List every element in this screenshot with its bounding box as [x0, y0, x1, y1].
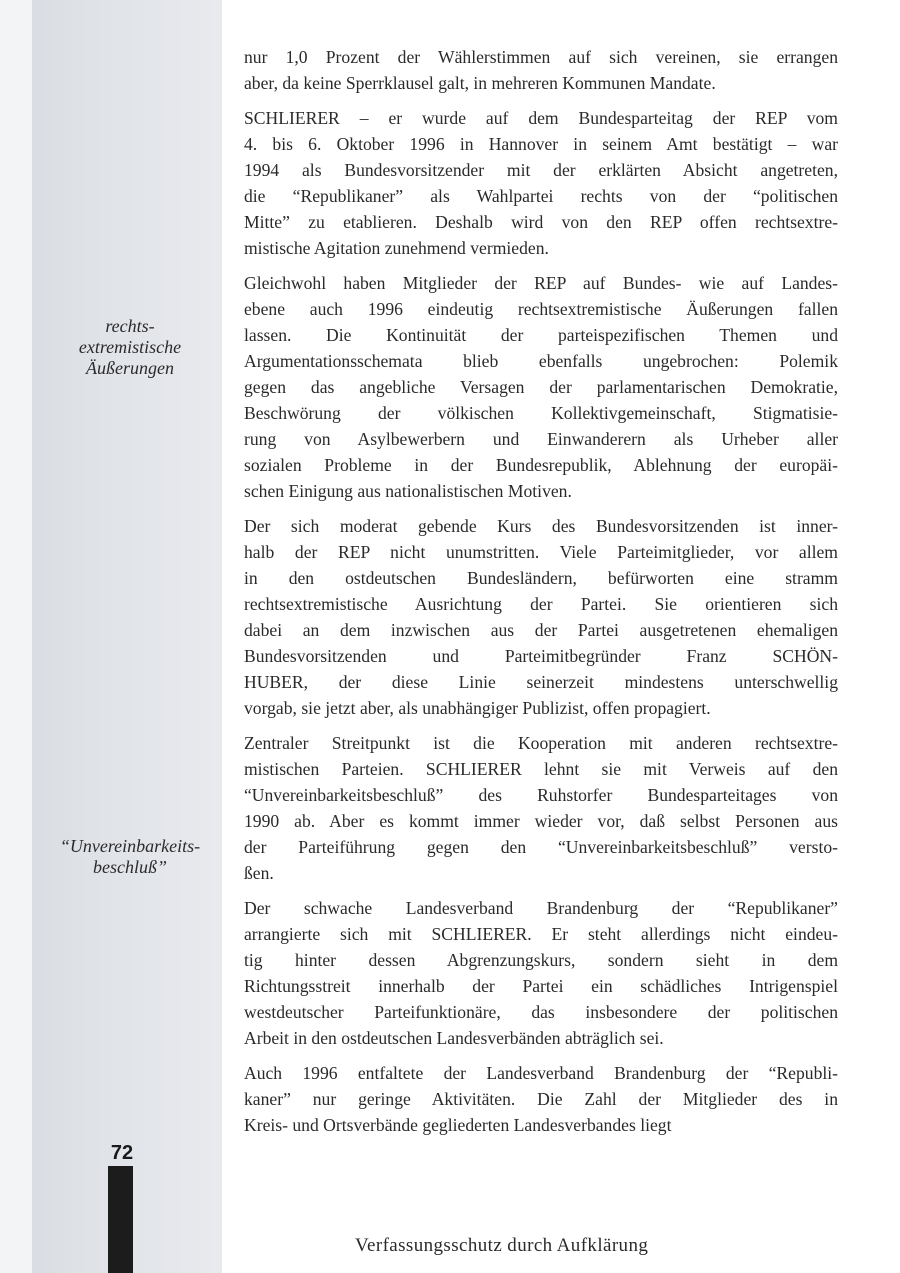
text-line: mistischen Parteien. SCHLIERER lehnt sie mit Verweis auf den	[244, 759, 838, 779]
paragraph	[244, 730, 838, 886]
text-line: kaner” nur geringe Aktivitäten. Die Zahl der Mitglieder des in	[244, 1089, 838, 1109]
text-line: dabei an dem inzwischen aus der Partei ausgetretenen ehemaligen	[244, 620, 838, 640]
paragraph	[244, 270, 838, 504]
text-line: 1994 als Bundesvorsitzender mit der erklärten Absicht angetreten,	[244, 160, 838, 180]
page-edge	[0, 0, 32, 1273]
text-line: 1990 ab. Aber es kommt immer wieder vor, daß selbst Personen aus	[244, 811, 838, 831]
text-line: Arbeit in den ostdeutschen Landesverbänden abträglich sei.	[244, 1028, 664, 1048]
text-line: aber, da keine Sperrklausel galt, in mehreren Kommunen Mandate.	[244, 73, 716, 93]
text-line: ebene auch 1996 eindeutig rechtsextremistische Äußerungen fallen	[244, 299, 838, 319]
paragraph	[244, 895, 838, 1051]
text-line: rechtsextremistische Ausrichtung der Partei. Sie orientieren sich	[244, 594, 838, 614]
text-line: Argumentationsschemata blieb ebenfalls ungebrochen: Polemik	[244, 351, 838, 371]
text-line: Mitte” zu etablieren. Deshalb wird von den REP offen rechtsextre-	[244, 212, 838, 232]
text-line: Richtungsstreit innerhalb der Partei ein schädliches Intrigenspiel	[244, 976, 838, 996]
text-line: Zentraler Streitpunkt ist die Kooperation mit anderen rechtsextre-	[244, 733, 838, 753]
margin-note-line: rechts-	[105, 316, 155, 336]
text-line: sozialen Probleme in der Bundesrepublik, Ablehnung der europäi-	[244, 455, 838, 475]
page-number-bar	[108, 1166, 133, 1273]
margin-note-line: “Unvereinbarkeits-	[59, 836, 201, 856]
margin-note-line: extremistische	[78, 337, 182, 357]
margin-note-unvereinbarkeitsbeschluss	[40, 836, 220, 878]
margin-note-line: beschluß”	[93, 857, 167, 877]
text-line: Der schwache Landesverband Brandenburg der “Republikaner”	[244, 898, 838, 918]
text-line: ßen.	[244, 863, 274, 883]
text-line: Beschwörung der völkischen Kollektivgemeinschaft, Stigmatisie-	[244, 403, 838, 423]
text-line: gegen das angebliche Versagen der parlamentarischen Demokratie,	[244, 377, 838, 397]
text-line: “Unvereinbarkeitsbeschluß” des Ruhstorfer Bundesparteitages von	[244, 785, 838, 805]
text-line: halb der REP nicht unumstritten. Viele Parteimitglieder, vor allem	[244, 542, 838, 562]
text-line: tig hinter dessen Abgrenzungskurs, sondern sieht in dem	[244, 950, 838, 970]
text-line: Kreis- und Ortsverbände gegliederten Landesverbandes liegt	[244, 1115, 672, 1135]
text-line: Auch 1996 entfaltete der Landesverband Brandenburg der “Republi-	[244, 1063, 838, 1083]
text-line: nur 1,0 Prozent der Wählerstimmen auf sich vereinen, sie errangen	[244, 47, 838, 67]
paragraph	[244, 44, 838, 96]
text-line: 4. bis 6. Oktober 1996 in Hannover in seinem Amt bestätigt – war	[244, 134, 838, 154]
text-line: in den ostdeutschen Bundesländern, befürworten eine stramm	[244, 568, 838, 588]
text-line: Gleichwohl haben Mitglieder der REP auf Bundes- wie auf Landes-	[244, 273, 838, 293]
text-line: westdeutscher Parteifunktionäre, das insbesondere der politischen	[244, 1002, 838, 1022]
paragraph	[244, 1060, 838, 1138]
text-line: der Parteiführung gegen den “Unvereinbarkeitsbeschluß” versto-	[244, 837, 838, 857]
text-line: SCHLIERER – er wurde auf dem Bundesparteitag der REP vom	[244, 108, 838, 128]
text-line: arrangierte sich mit SCHLIERER. Er steht allerdings nicht eindeu-	[244, 924, 838, 944]
text-line: die “Republikaner” als Wahlpartei rechts von der “politischen	[244, 186, 838, 206]
text-line: Der sich moderat gebende Kurs des Bundesvorsitzenden ist inner-	[244, 516, 838, 536]
text-line: rung von Asylbewerbern und Einwanderern als Urheber aller	[244, 429, 838, 449]
body-text	[244, 44, 838, 1147]
page-number: 72	[110, 1142, 134, 1164]
text-line: lassen. Die Kontinuität der parteispezifischen Themen und	[244, 325, 838, 345]
text-line: Bundesvorsitzenden und Parteimitbegründer Franz SCHÖN-	[244, 646, 838, 666]
page-footer: Verfassungsschutz durch Aufklärung	[355, 1235, 649, 1256]
text-line: HUBER, der diese Linie seinerzeit mindestens unterschwellig	[244, 672, 838, 692]
text-line: vorgab, sie jetzt aber, als unabhängiger Publizist, offen propagiert.	[244, 698, 711, 718]
margin-column	[0, 0, 222, 1273]
paragraph	[244, 513, 838, 721]
paragraph	[244, 105, 838, 261]
text-line: schen Einigung aus nationalistischen Motiven.	[244, 481, 572, 501]
margin-note-rechtsextremistische-aeusserungen	[40, 316, 220, 379]
margin-note-line: Äußerungen	[86, 358, 174, 378]
text-line: mistische Agitation zunehmend vermieden.	[244, 238, 549, 258]
